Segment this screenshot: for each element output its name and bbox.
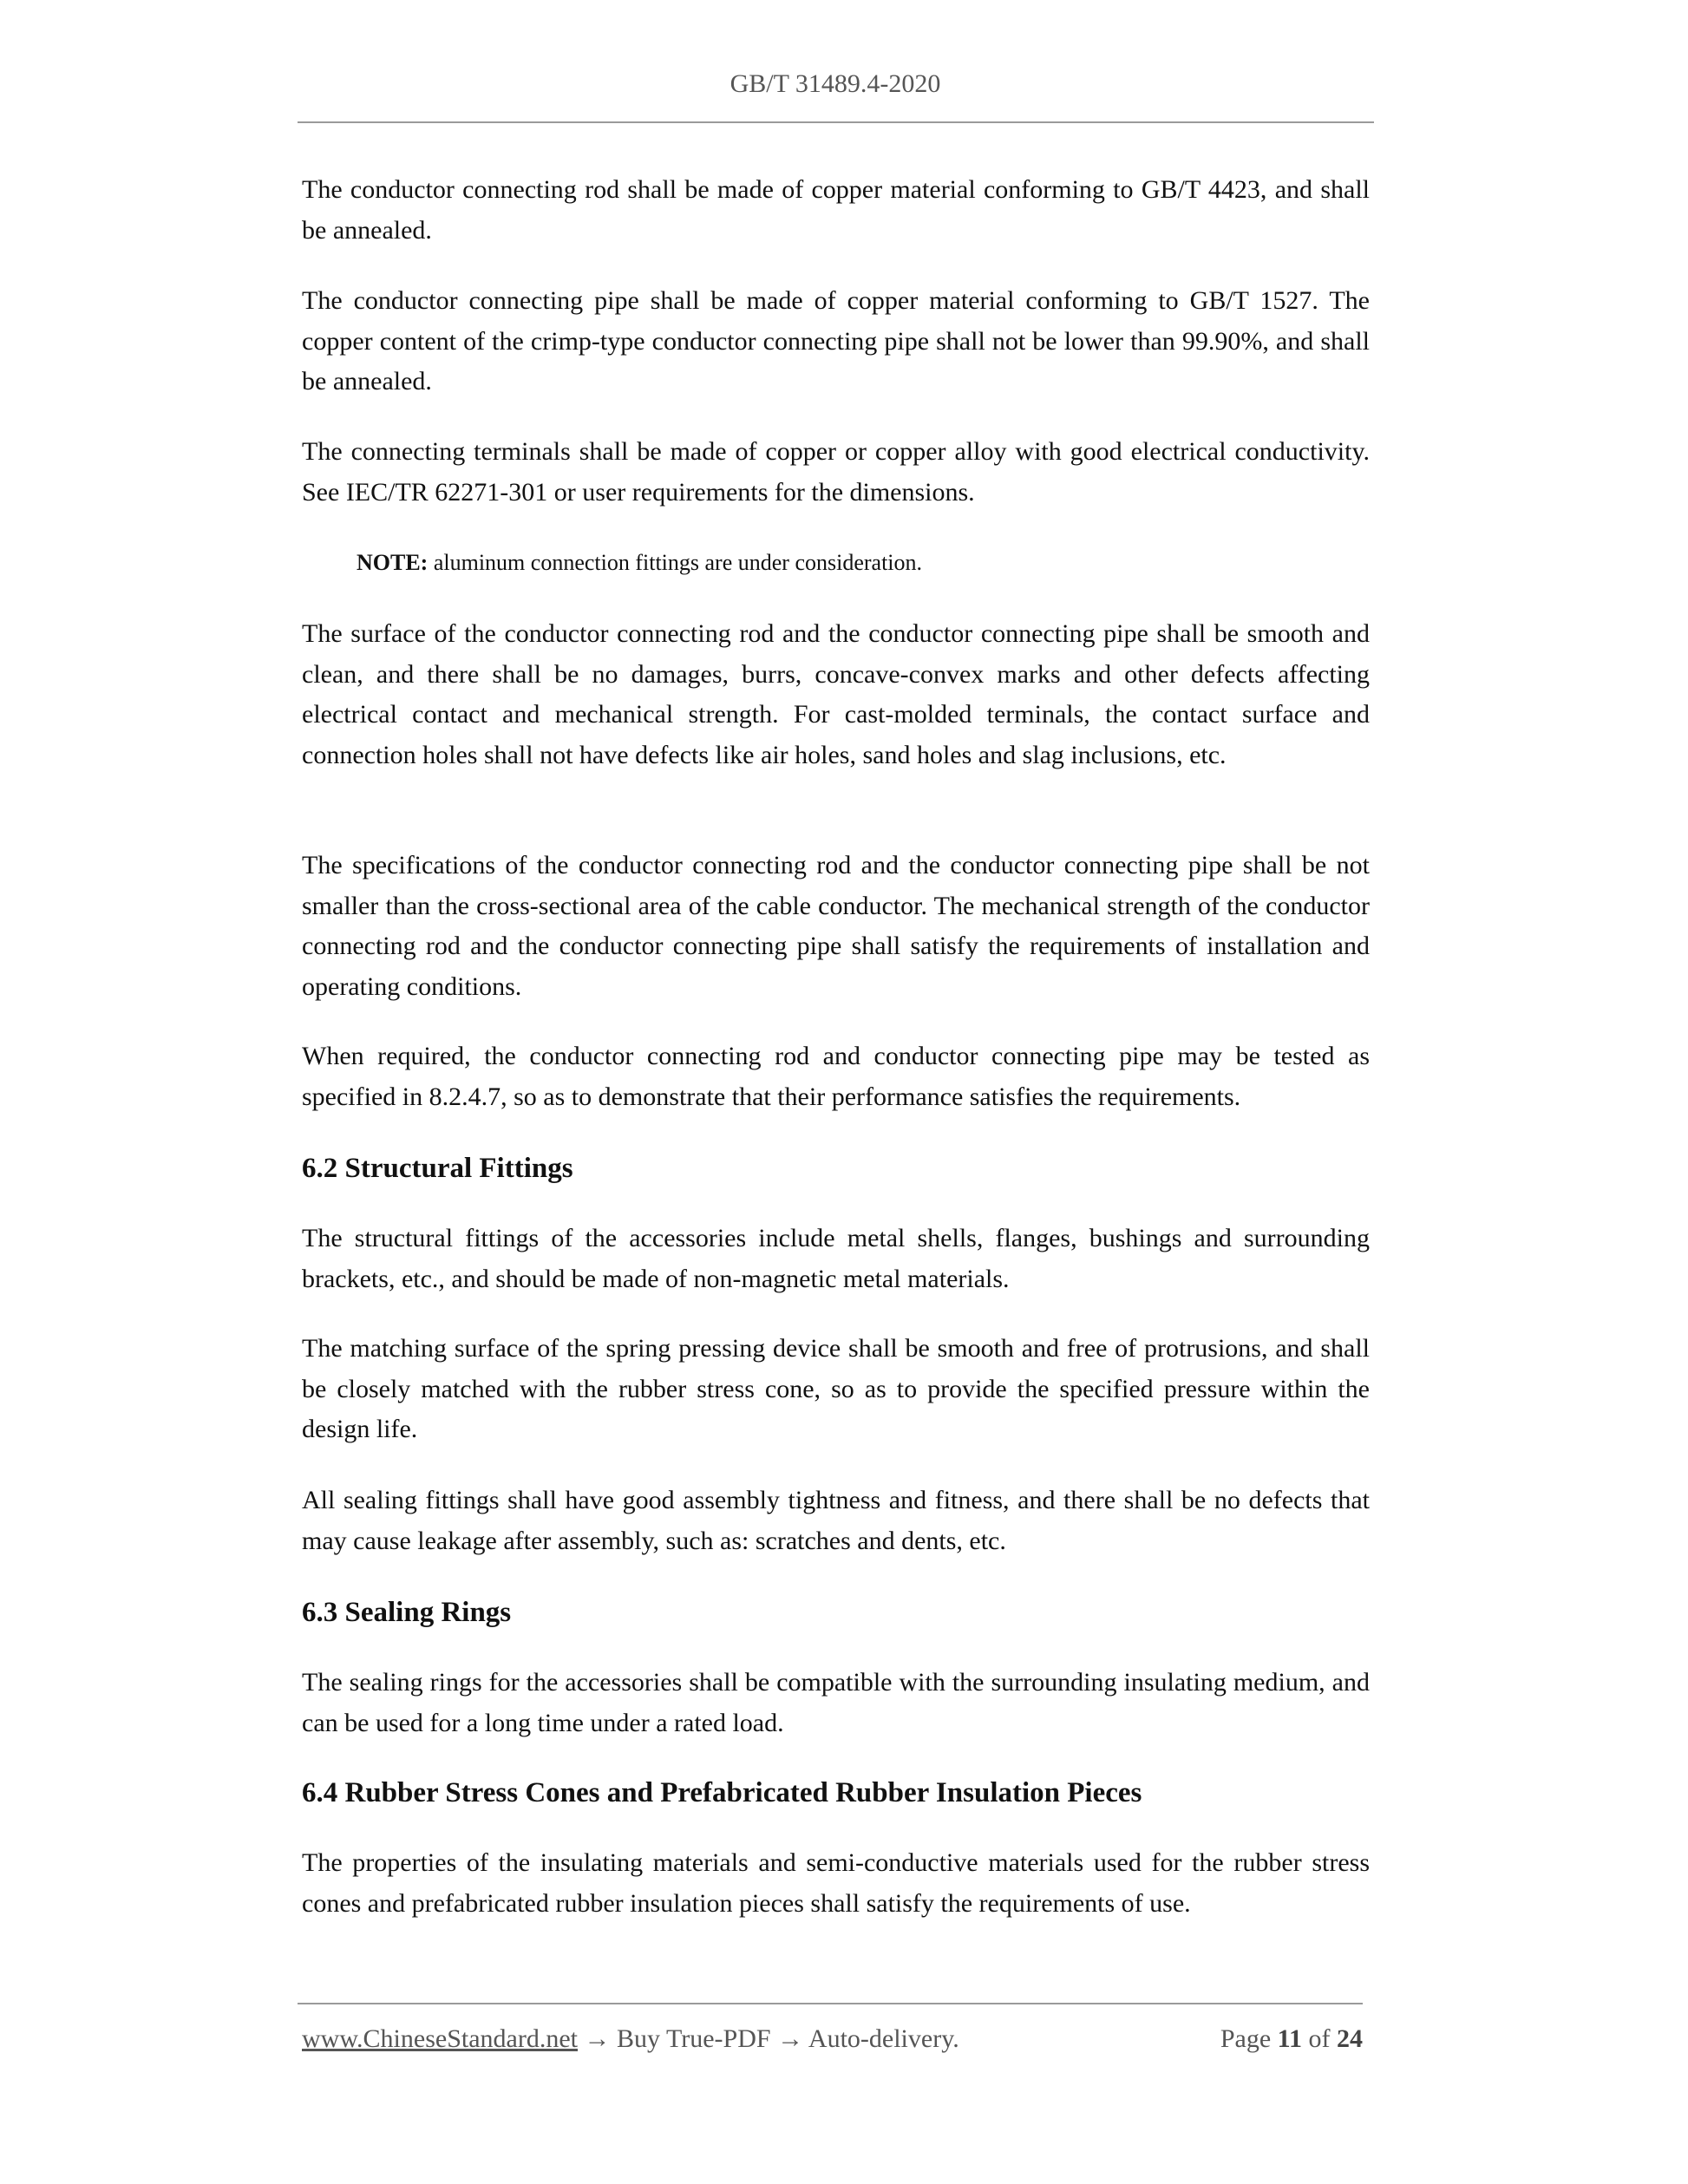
header-divider (298, 121, 1374, 123)
paragraph: All sealing fittings shall have good assembly tightness and fitness, and there shall be no defects that may cause leakage after assembly, such as: scratches and dents, etc. (302, 1486, 1370, 1555)
paragraph: The conductor connecting pipe shall be made of copper material conforming to GB/T 1527. The copper content of the crimp-type conductor connecting pipe shall not be lower than 99.90%, and shall be annealed. (302, 286, 1370, 396)
footer (302, 2024, 1363, 2054)
of-label: of (1302, 2024, 1337, 2053)
note-label: NOTE: (357, 550, 429, 575)
paragraph: The sealing rings for the accessories shall be compatible with the surrounding insulating medium, and can be used for a long time under a rated load. (302, 1668, 1370, 1737)
paragraph: The matching surface of the spring pressing device shall be smooth and free of protrusions, and shall be closely matched with the rubber stress cone, so as to provide the specified pressure within the design life. (302, 1334, 1370, 1443)
note-text: aluminum connection fittings are under consideration. (428, 550, 923, 575)
footer-divider (298, 2003, 1363, 2004)
paragraph: The structural fittings of the accessories include metal shells, flanges, bushings and surrounding brackets, etc., and should be made of non-magnetic metal materials. (302, 1224, 1370, 1293)
paragraph: The conductor connecting rod shall be made of copper material conforming to GB/T 4423, and shall be annealed. (302, 175, 1370, 245)
promo-text: → Buy True-PDF → Auto-delivery. (578, 2024, 959, 2053)
footer-promo (302, 2024, 959, 2054)
paragraph: The specifications of the conductor connecting rod and the conductor connecting pipe shall be not smaller than the cross-sectional area of the cable conductor. The mechanical strength of the conductor connecting rod and the conductor connecting pipe shall satisfy the requirements of installation and operating conditions. (302, 851, 1370, 1001)
current-page: 11 (1277, 2024, 1302, 2053)
document-id-header: GB/T 31489.4-2020 (730, 69, 941, 98)
note (357, 546, 1363, 580)
paragraph: When required, the conductor connecting rod and conductor connecting pipe may be tested as specified in 8.2.4.7, so as to demonstrate that their performance satisfies the requirements. (302, 1042, 1370, 1111)
total-pages: 24 (1337, 2024, 1363, 2053)
page-label: Page (1220, 2024, 1278, 2053)
section-heading-6-2: 6.2 Structural Fittings (302, 1153, 573, 1184)
page-number (1220, 2024, 1363, 2054)
paragraph: The properties of the insulating materials and semi-conductive materials used for the rubber stress cones and prefabricated rubber insulation pieces shall satisfy the requirements of use. (302, 1848, 1370, 1918)
section-heading-6-4: 6.4 Rubber Stress Cones and Prefabricated Rubber Insulation Pieces (302, 1777, 1142, 1808)
website-link[interactable]: www.ChineseStandard.net (302, 2024, 578, 2053)
paragraph: The connecting terminals shall be made of copper or copper alloy with good electrical conductivity. See IEC/TR 62271-301 or user requirements for the dimensions. (302, 437, 1370, 507)
paragraph: The surface of the conductor connecting rod and the conductor connecting pipe shall be smooth and clean, and there shall be no damages, burrs, concave-convex marks and other defects affecting electrical contact and mechanical strength. For cast-molded terminals, the contact surface and connection holes shall not have defects like air holes, sand holes and slag inclusions, etc. (302, 619, 1370, 769)
section-heading-6-3: 6.3 Sealing Rings (302, 1597, 512, 1628)
